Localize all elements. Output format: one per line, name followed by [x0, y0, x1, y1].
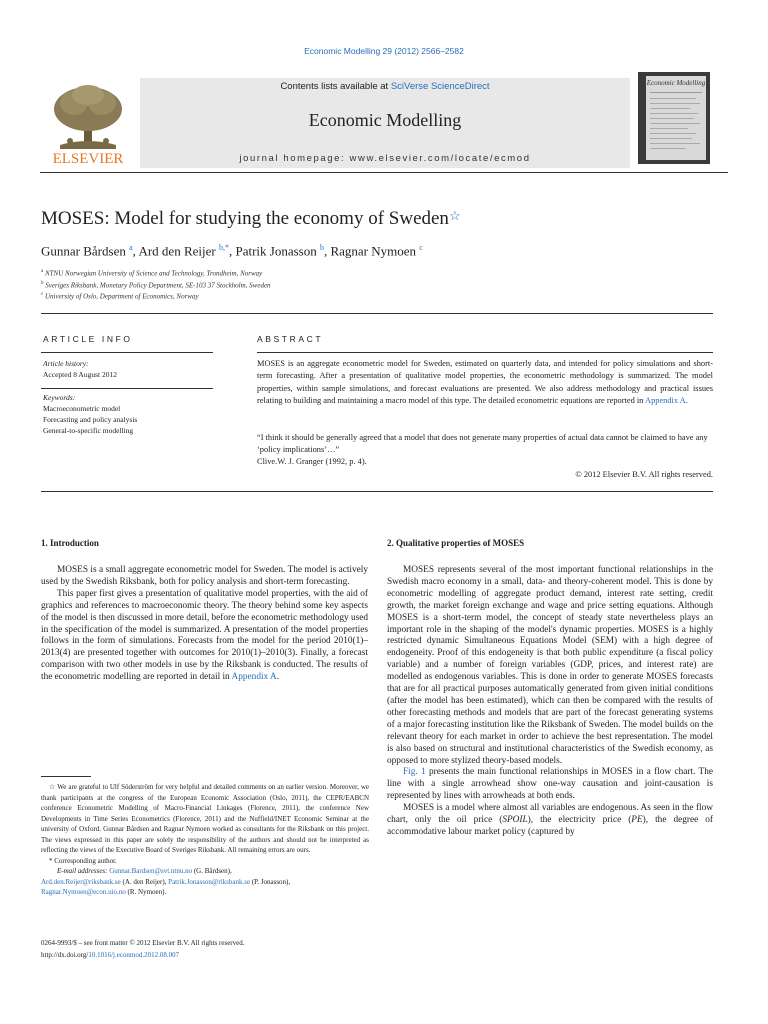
email-owner: (G. Bårdsen), [192, 867, 232, 875]
keywords-label: Keywords: [43, 393, 76, 402]
corresponding-author-text: Corresponding author. [54, 856, 117, 865]
abstract-body-end: . [685, 395, 688, 405]
footnote-star-text: We are grateful to Ulf Söderström for very helpful and detailed comments on an earlier version. Moreover, we thank participants at the congress of the European Economic Association (Oslo, 2011), the CEPR/EABCN conference Econometric Modelling of Macro-Financial Linkages (Florence, 2011), the conference New Developments in Time Series Econometrics (Florence, 2011) and the Nuffield/INET Economic Seminar at the university of Oxford. Gunnar Bårdsen and Ragnar Nymoen worked as consultants for the Riksbank on this project. The views expressed in this paper are solely the responsibility of the authors and should not be interpreted as reflecting the views of the Executive Board of Sveriges Riksbank. All remaining errors are ours. [41, 783, 370, 854]
section-2-heading: 2. Qualitative properties of MOSES [387, 538, 525, 548]
journal-title: Economic Modelling [308, 110, 462, 130]
footnote-rule [41, 776, 91, 777]
article-title-text: MOSES: Model for studying the economy of Sweden [41, 208, 449, 229]
email-label: E-mail addresses: [57, 867, 108, 875]
author-affiliation-mark[interactable]: a [129, 243, 133, 252]
variable-pe: PE [631, 815, 643, 826]
paragraph-text: presents the main functional relationships in MOSES in a flow chart. The line with a single arrowhead show one-way causation and joint-causation is represented by lines with arrowheads at both ends. [387, 767, 713, 802]
appendix-a-link[interactable]: Appendix A [231, 672, 277, 683]
section-rule [41, 313, 713, 314]
author-separator: , [132, 243, 139, 259]
epigraph-source: Clive.W. J. Granger (1992, p. 4). [257, 457, 367, 466]
epigraph-quote: “I think it should be generally agreed that a model that does not generate many properties of actual data cannot be claimed to have any ‘policy implications’…” [257, 433, 708, 454]
footnote-corresponding: * Corresponding author. [49, 856, 117, 865]
figure-1-link[interactable]: Fig. 1 [403, 767, 426, 778]
elsevier-logo-text: ELSEVIER [52, 151, 124, 167]
email-owner: (R. Nymoen). [125, 888, 167, 896]
paragraph: MOSES is a small aggregate econometric model for Sweden. The model is actively used by the Swedish Riksbank, both for policy analysis and short-term forecasting. [41, 565, 368, 587]
author-separator: , [323, 243, 331, 259]
email-link[interactable]: Ard.den.Reijer@riksbank.se [41, 877, 121, 886]
sciencedirect-link[interactable]: SciVerse ScienceDirect [390, 81, 490, 92]
variable-spoil: SPOIL [502, 815, 528, 826]
affiliation-text: NTNU Norwegian University of Science and Technology, Trondheim, Norway [44, 269, 263, 278]
email-owner: (A. den Reijer), [120, 877, 169, 886]
contents-prefix: Contents lists available at [280, 81, 391, 92]
article-info-heading: ARTICLE INFO [43, 334, 133, 344]
section-2-body [387, 565, 713, 839]
footnote-emails [41, 877, 369, 888]
paragraph [387, 767, 713, 803]
footnote-star [41, 782, 369, 856]
journal-homepage[interactable]: journal homepage: www.elsevier.com/locate/ecmod [239, 153, 531, 164]
footnote-emails [41, 866, 369, 877]
journal-reference[interactable]: Economic Modelling 29 (2012) 2566–2582 [304, 46, 464, 56]
doi-link[interactable]: 10.1016/j.econmod.2012.08.007 [88, 950, 180, 959]
paragraph-text: . [276, 672, 280, 683]
author-name: Patrik Jonasson [235, 243, 317, 259]
affiliation [41, 269, 262, 277]
email-link[interactable]: Patrik.Jonasson@riksbank.se [168, 877, 251, 886]
article-title [41, 208, 461, 230]
paragraph-text: ), the electricity price ( [527, 815, 632, 826]
author-name: Ard den Reijer [138, 243, 216, 259]
paragraph-text: ), the degree of accommodative labour market policy (captured by [387, 815, 713, 837]
copyright-notice: © 2012 Elsevier B.V. All rights reserved. [575, 470, 713, 479]
paragraph-text: This paper first gives a presentation of qualitative model properties, with the aid of graphics and references to macroeconomic theory. The theory behind some key aspects of the model is then discussed in more detail, before the econometric methodology used in the specification of the model is summarized. A presentation of the model properties follows in the form of simulations. Forecasts from the model for the period 2010(1)–2013(4) are presented together with outcomes for 2010(1)–2010(3). Finally, a forecast comparison with two other models in use by the Riksbank is conducted. The results of the econometric modelling are reported in detail in [41, 588, 368, 683]
author-list [41, 243, 423, 259]
paragraph: MOSES represents several of the most important functional relationships in the Swedish macro economy in a small, data- and theory-coherent model. This is done by econometric modelling of aggregate product demand, interest rate setting, credit growth, the market foreign exchange and wage and price setting equations. Although MOSES is a short-term model, the concept of steady state nevertheless plays an important role in the shaping of the model's dynamic properties. MOSES is a highly restricted dynamic Simultaneous Equations Model (SEM) with a high degree of endogeneity. Proof of this endogeneity is that both public expenditure (a fiscal policy variable) and a number of foreign variables (GDP, prices, and interest rate) are modelled as endogenous variables. This is done in order to generate MOSES forecasts that are for all practical purposes automatically generated from given initial conditions (after the model has been estimated), which can then be compared with the results of other forecasting methods and models that are part of the forecast generating systems of a major forecasting institution like the Riksbank of Sweden. The model builds on the relevant theory for each market in order to achieve the best representation. The model is also based on structural and institutional characteristics of the Swedish economy, as opposed to more stylized theory-based models. [387, 565, 713, 766]
email-link[interactable]: Gunnar.Bardsen@svt.ntnu.no [109, 867, 193, 875]
info-rule [41, 352, 213, 353]
elsevier-logo [40, 79, 136, 167]
affiliation-mark: b [41, 281, 44, 286]
keyword: Forecasting and policy analysis [43, 415, 138, 424]
abstract-text [257, 358, 713, 407]
affiliation [41, 292, 199, 300]
email-owner: (P. Jonasson), [250, 877, 291, 886]
author-affiliation-mark[interactable]: b,* [218, 243, 229, 252]
author-affiliation-mark[interactable]: c [419, 243, 423, 252]
doi-line [41, 950, 245, 962]
author-name: Gunnar Bårdsen [41, 243, 126, 259]
footnotes [41, 782, 369, 898]
info-rule [41, 388, 213, 389]
paragraph [387, 803, 713, 839]
epigraph [257, 432, 713, 468]
author-name: Ragnar Nymoen [330, 243, 417, 259]
affiliation-text: University of Oslo, Department of Economics, Norway [44, 292, 199, 301]
paragraph [41, 589, 368, 684]
appendix-a-link[interactable]: Appendix A [645, 395, 686, 405]
abstract-body: MOSES is an aggregate econometric model for Sweden, estimated on quarterly data, and intended for policy simulations and short-term forecasting. After a presentation of qualitative model properties, the econometric methodology is summarized. The model properties, within sample simulations, and forecast evaluations are presented. We also address methodology and practical issues relating to building and maintaining a macro model of this type. The detailed econometric equations are reported in [257, 359, 713, 405]
contents-line [140, 81, 630, 92]
section-rule [41, 491, 713, 492]
footnote-emails [41, 887, 369, 898]
doi-prefix: http://dx.doi.org/ [41, 950, 89, 959]
cover-title: Economic Modelling [646, 79, 706, 87]
journal-cover-thumbnail[interactable] [638, 72, 710, 164]
keyword: Macroeconometric model [43, 404, 121, 413]
author-affiliation-mark[interactable]: b [319, 243, 324, 252]
author-separator: , [228, 243, 236, 259]
abstract-rule [257, 352, 713, 353]
issn-line: 0264-9993/$ – see front matter © 2012 Elsevier B.V. All rights reserved. [41, 939, 245, 947]
affiliation-text: Sveriges Riksbank, Monetary Policy Department, SE-103 37 Stockholm, Sweden [45, 281, 271, 290]
affiliation-mark: c [41, 292, 44, 297]
header-rule [40, 172, 728, 173]
paragraph-text: MOSES is a model where almost all variables are endogenous. As seen in the flow chart, only the oil price ( [387, 803, 713, 826]
footnote-star-icon: ☆ [49, 783, 56, 791]
accepted-date: Accepted 8 August 2012 [43, 370, 117, 379]
section-1-body [41, 565, 368, 684]
keyword: General-to-specific modelling [43, 426, 134, 435]
abstract-heading: ABSTRACT [257, 334, 324, 344]
section-1-heading: 1. Introduction [41, 538, 99, 548]
affiliation-mark: a [41, 269, 44, 274]
bottom-matter [41, 938, 245, 961]
email-link[interactable]: Ragnar.Nymoen@econ.uio.no [41, 888, 126, 896]
history-label: Article history: [43, 359, 89, 368]
title-footnote-star-icon[interactable]: ☆ [448, 208, 461, 223]
affiliation [41, 281, 271, 289]
